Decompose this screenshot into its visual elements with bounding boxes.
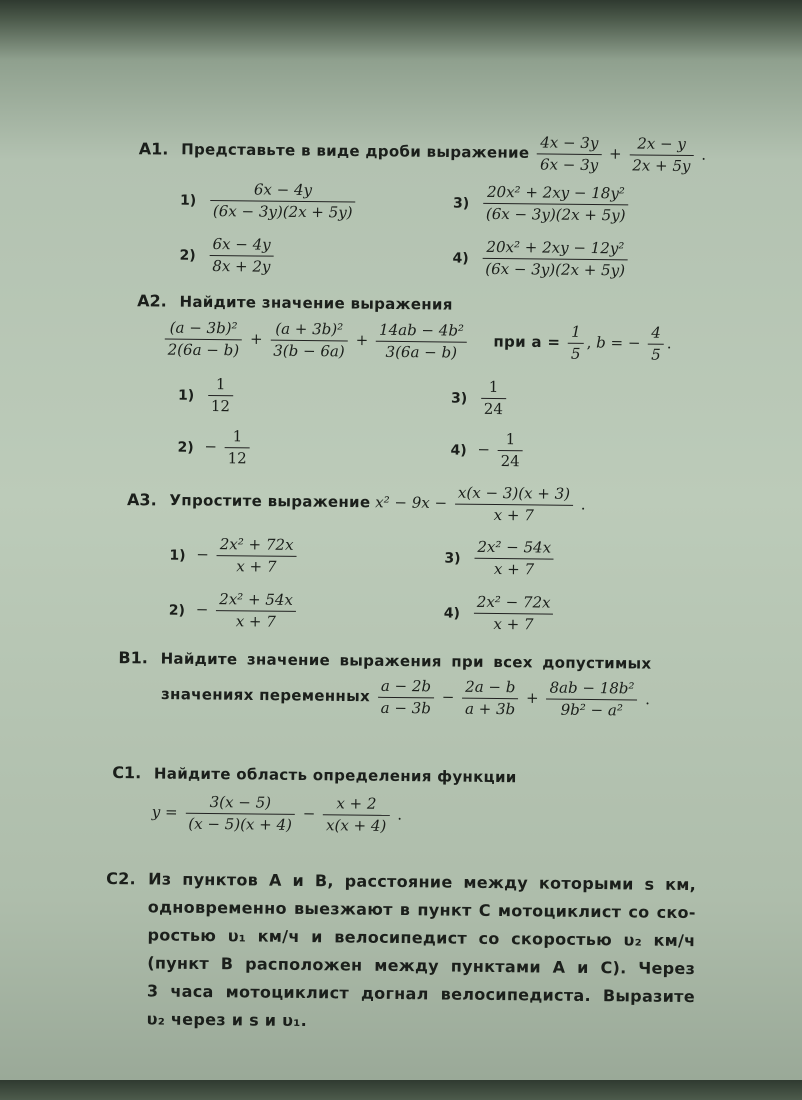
c2-line-3: ростью υ₁ км/ч и велосипедист со скоростью υ₂ км/ч <box>147 921 695 955</box>
fraction: $\frac{6x - 4y}{8x + 2y}$ <box>209 234 274 278</box>
fraction: $\frac{4x - 3y}{6x - 3y}$ <box>537 132 602 176</box>
task-a3 <box>127 479 586 527</box>
period: . <box>397 805 402 823</box>
task-a2 <box>137 291 453 313</box>
operator: + <box>609 145 622 163</box>
task-label: A3. <box>127 490 157 509</box>
task-prompt: Упростите выражение <box>169 491 370 511</box>
fraction: $\frac{\text{2x² + 54x}}{x + 7}$ <box>216 589 296 633</box>
fraction: $\frac{\text{14ab − 4b²}}{3(6a - b)}$ <box>376 320 467 364</box>
fraction: $\frac{2x - y}{2x + 5y}$ <box>629 133 694 177</box>
option-a2-3[interactable]: 3) $\frac{1}{24}$ <box>441 376 509 420</box>
task-label: C1. <box>112 763 141 782</box>
period: . <box>701 146 706 164</box>
expression-lead: y = <box>152 803 178 821</box>
fraction: $\frac{1}{12}$ <box>225 426 251 469</box>
fraction: $\frac{4}{5}$ <box>648 323 664 366</box>
period: . <box>645 690 650 708</box>
option-a2-1[interactable]: 1) $\frac{1}{12}$ <box>168 374 236 418</box>
expression-a2 <box>162 318 672 366</box>
operator: − <box>442 688 455 706</box>
option-a3-1[interactable]: 1) − $\frac{\text{2x² + 72x}}{x + 7}$ <box>159 533 299 577</box>
period: . <box>667 334 672 352</box>
option-a1-4[interactable]: 4) $\frac{\text{20x² + 2xy − 12y²}}{(6x - 3y)(2x + 5y)}$ <box>442 236 631 281</box>
task-a1 <box>139 128 707 177</box>
fraction: $\frac{\text{2x² − 54x}}{x + 7}$ <box>474 537 554 581</box>
task-c2 <box>105 865 697 1039</box>
c2-line-1: Из пунктов А и В, расстояние между которыми s км, <box>148 865 696 899</box>
fraction: $\frac{x(x - 3)(x + 3)}{x + 7}$ <box>455 483 574 527</box>
task-b1 <box>118 648 651 673</box>
sign: − <box>196 545 209 563</box>
task-label: C2. <box>106 865 148 893</box>
fraction: $\frac{\text{20x² + 2xy − 18y²}}{(6x - 3y)(2x + 5y)}$ <box>483 182 629 227</box>
task-prompt: Найдите значение выражения <box>179 293 452 314</box>
operator: + <box>250 330 263 348</box>
fraction: $\frac{a - 2b}{a - 3b}$ <box>378 676 435 720</box>
c2-line-4: (пункт В расположен между пунктами А и С). Через <box>147 949 695 983</box>
condition-text: при a = <box>493 332 560 351</box>
option-a1-3[interactable]: 3) $\frac{\text{20x² + 2xy − 18y²}}{(6x - 3y)(2x + 5y)}$ <box>443 181 632 226</box>
c2-line-2: одновременно выезжают в пункт С мотоциклист со ско- <box>148 893 696 927</box>
task-label: A2. <box>137 291 167 310</box>
fraction: $\frac{x + 2}{x(x + 4)}$ <box>323 793 390 837</box>
operator: + <box>526 689 539 707</box>
fraction: $\frac{1}{24}$ <box>481 377 507 420</box>
task-text-line: значениях переменных <box>161 685 370 705</box>
task-prompt: Найдите область определения функции <box>154 764 517 786</box>
expression-b1 <box>161 674 650 722</box>
period: . <box>581 495 586 513</box>
task-text-line: Найдите значение выражения при всех допустимых <box>161 650 652 673</box>
option-a1-2[interactable]: 2) $\frac{6x - 4y}{8x + 2y}$ <box>169 234 276 278</box>
c2-line-6: υ₂ через и s и υ₁. <box>147 1005 695 1039</box>
fraction: $\frac{6x - 4y}{(6x - 3y)(2x + 5y)}$ <box>210 179 356 224</box>
fraction: $\frac{1}{24}$ <box>498 429 524 472</box>
option-a2-2[interactable]: 2) − $\frac{1}{12}$ <box>167 426 253 470</box>
option-a3-4[interactable]: 4) $\frac{\text{2x² − 72x}}{x + 7}$ <box>434 591 557 635</box>
fraction: $\frac{\text{(a + 3b)²}}{3(b - 6a)}$ <box>270 319 348 363</box>
option-a2-4[interactable]: 4) − $\frac{1}{24}$ <box>440 428 526 472</box>
operator: + <box>356 331 369 349</box>
c2-line-5: 3 часа мотоциклист догнал велосипедиста. Выразите <box>147 977 695 1011</box>
task-prompt: Представьте в виде дроби выражение <box>181 140 529 162</box>
comma: , <box>587 333 592 351</box>
option-a3-3[interactable]: 3) $\frac{\text{2x² − 54x}}{x + 7}$ <box>434 536 557 580</box>
fraction: $\frac{2a - b}{a + 3b}$ <box>462 677 519 721</box>
condition-b: b = − <box>596 334 640 352</box>
fraction: $\frac{\text{20x² + 2xy − 12y²}}{(6x - 3y)(2x + 5y)}$ <box>482 237 628 282</box>
fraction: $\frac{\text{8ab − 18b²}}{\text{9b² − a²}}$ <box>546 678 637 722</box>
fraction: $\frac{\text{(a − 3b)²}}{2(6a - b)}$ <box>165 318 243 362</box>
sign: − <box>196 600 209 618</box>
option-a3-2[interactable]: 2) − $\frac{\text{2x² + 54x}}{x + 7}$ <box>159 588 299 632</box>
fraction: $\frac{\text{2x² + 72x}}{x + 7}$ <box>216 534 296 578</box>
fraction: $\frac{\text{2x² − 72x}}{x + 7}$ <box>473 592 553 636</box>
sign: − <box>477 440 490 458</box>
task-label: B1. <box>118 648 148 667</box>
sign: − <box>204 437 217 455</box>
option-a1-1[interactable]: 1) $\frac{6x - 4y}{(6x - 3y)(2x + 5y)}$ <box>170 179 359 224</box>
expression-c1 <box>152 791 403 837</box>
task-label: A1. <box>139 139 169 158</box>
fraction: $\frac{3(x - 5)}{(x - 5)(x + 4)}$ <box>185 792 295 836</box>
task-c1 <box>112 763 517 786</box>
fraction: $\frac{1}{5}$ <box>568 322 584 365</box>
expression-lead: x² − 9x − <box>375 493 447 512</box>
worksheet-page <box>9 32 802 1100</box>
operator: − <box>303 805 316 823</box>
fraction: $\frac{1}{12}$ <box>208 374 234 417</box>
